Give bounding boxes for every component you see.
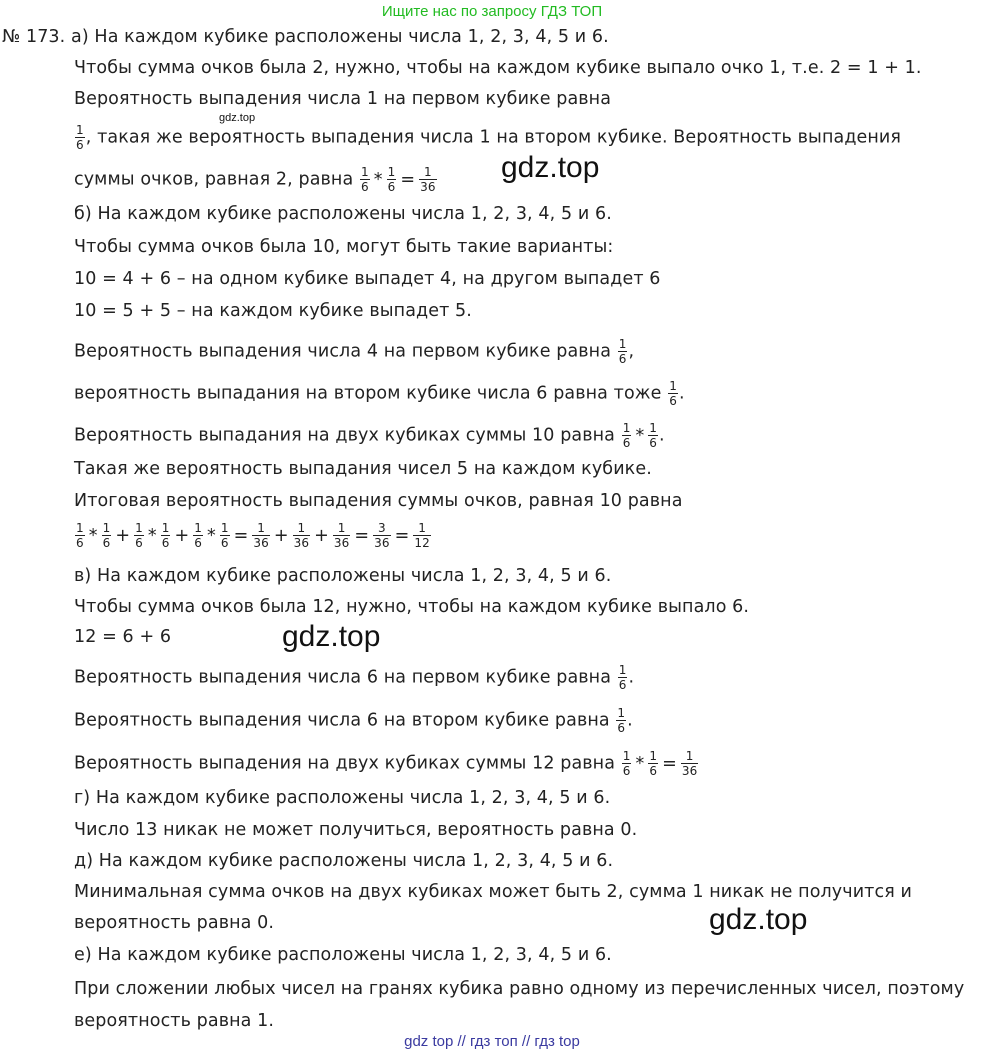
task-line-v6: Вероятность выпадения на двух кубиках суммы 12 равна $\frac{1}{6}$ * $\frac{1}{6}$ = $\frac{1}{36}$ xyxy=(74,749,698,778)
task-line-g2: Число 13 никак не может получиться, вероятность равна 0. xyxy=(74,820,638,840)
task-line-b6: вероятность выпадания на втором кубике числа 6 равна тоже $\frac{1}{6}$ . xyxy=(74,379,685,408)
task-line-a5: суммы очков, равная 2, равна $\frac{1}{6}$ * $\frac{1}{6}$ = $\frac{1}{36}$ xyxy=(74,165,436,194)
task-line-b5: Вероятность выпадения числа 4 на первом кубике равна $\frac{1}{6}$ , xyxy=(74,337,635,366)
task-line-d2: Минимальная сумма очков на двух кубиках может быть 2, сумма 1 никак не получится и xyxy=(74,882,912,902)
watermark-gdz-top: gdz.top xyxy=(709,903,808,936)
task-line-a2: Чтобы сумма очков была 2, нужно, чтобы на каждом кубике выпало очко 1, т.е. 2 = 1 + 1. xyxy=(74,58,922,78)
task-line-e2: При сложении любых чисел на гранях кубика равно одному из перечисленных чисел, поэтому xyxy=(74,979,965,999)
watermark-gdz-top: gdz.top xyxy=(282,620,381,653)
task-line-b4: 10 = 5 + 5 – на каждом кубике выпадет 5. xyxy=(74,301,472,321)
task-line-a4: $\frac{1}{6}$ , такая же вероятность выпадения числа 1 на втором кубике. Вероятность выпадения xyxy=(76,123,902,152)
watermark-gdz-top: gdz.top xyxy=(501,151,600,184)
task-line-v2: Чтобы сумма очков была 12, нужно, чтобы на каждом кубике выпало 6. xyxy=(74,597,750,617)
task-line-b7: Вероятность выпадания на двух кубиках суммы 10 равна $\frac{1}{6}$ * $\frac{1}{6}$ . xyxy=(74,421,665,450)
task-line-b8: Такая же вероятность выпадания чисел 5 на каждом кубике. xyxy=(74,459,652,479)
watermark-small: gdz.top xyxy=(219,112,256,124)
task-line-v4: Вероятность выпадения числа 6 на первом кубике равна $\frac{1}{6}$ . xyxy=(74,663,635,692)
task-line-d1: д) На каждом кубике расположены числа 1, 2, 3, 4, 5 и 6. xyxy=(74,851,614,871)
header-search-link[interactable]: Ищите нас по запросу ГДЗ ТОП xyxy=(381,3,603,20)
task-line-e1: е) На каждом кубике расположены числа 1, 2, 3, 4, 5 и 6. xyxy=(74,945,612,965)
task-line-b3: 10 = 4 + 6 – на одном кубике выпадет 4, на другом выпадет 6 xyxy=(74,269,661,289)
task-line-a1: № 173. а) На каждом кубике расположены числа 1, 2, 3, 4, 5 и 6. xyxy=(2,27,609,47)
task-line-v1: в) На каждом кубике расположены числа 1, 2, 3, 4, 5 и 6. xyxy=(74,566,612,586)
task-line-v3: 12 = 6 + 6 xyxy=(74,627,172,647)
task-line-b-formula: $\frac{1}{6}$ * $\frac{1}{6}$ + $\frac{1}{6}$ * $\frac{1}{6}$ + $\frac{1}{6}$ * $\frac{1}{6}$ = $\frac{1}{36}$ + $\frac{1}{36}$ + $\frac{1}{36}$ = $\frac{3}{36}$ = $\frac{1}{12}$ xyxy=(76,521,430,550)
task-line-e3: вероятность равна 1. xyxy=(74,1011,275,1031)
fraction-one-sixth: $\frac{1}{6}$ xyxy=(76,123,84,152)
task-line-d3: вероятность равна 0. xyxy=(74,913,275,933)
footer-links[interactable]: gdz top // гдз топ // гдз top xyxy=(404,1033,580,1050)
task-line-a3: Вероятность выпадения числа 1 на первом кубике равна xyxy=(74,89,612,109)
task-line-v5: Вероятность выпадения числа 6 на втором кубике равна $\frac{1}{6}$ . xyxy=(74,706,633,735)
task-line-b2: Чтобы сумма очков была 10, могут быть такие варианты: xyxy=(74,237,614,257)
task-line-b1: б) На каждом кубике расположены числа 1, 2, 3, 4, 5 и 6. xyxy=(74,204,612,224)
task-number: № 173. xyxy=(2,27,66,47)
task-line-g1: г) На каждом кубике расположены числа 1, 2, 3, 4, 5 и 6. xyxy=(74,788,611,808)
task-line-b9: Итоговая вероятность выпадения суммы очков, равная 10 равна xyxy=(74,491,683,511)
